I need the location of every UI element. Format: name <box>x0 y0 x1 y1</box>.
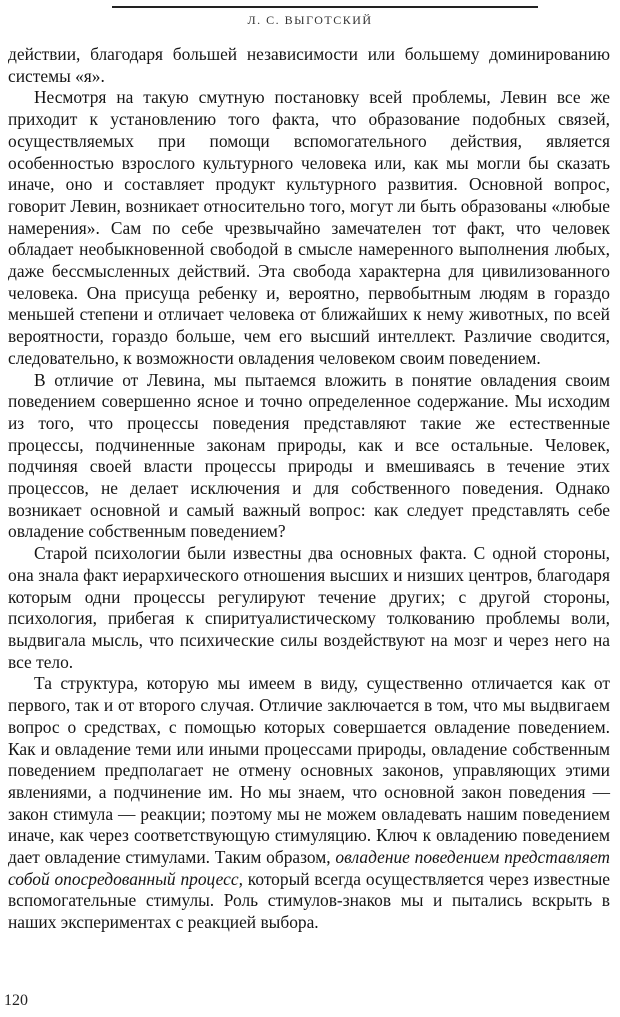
page-number: 120 <box>4 992 28 1009</box>
paragraph-5-text-after: который всегда осуществляется через известные вспомогательные стимулы. Роль стимулов-знаков мы и пытались вскрыть в наших экспериментах с реакцией выбора. <box>8 868 610 933</box>
paragraph-5 <box>8 673 610 933</box>
paragraph-5-emphasis: овладение поведением представляет собой опосредованный процесс, <box>8 847 610 889</box>
running-head: Л. С. ВЫГОТСКИЙ <box>247 13 373 27</box>
header-rule <box>112 6 538 8</box>
paragraph-5-text-before: Та структура, которую мы имеем в виду, существенно отличается как от первого, так и от второго случая. Отличие заключается в том, что мы выдвигаем вопрос о средствах, с помощью которых совершается овладение поведением. Как и овладение теми или иными процессами природы, овладение собственным поведением предполагает не отмену основных законов, управляющих этими явлениями, а подчинение им. Но мы знаем, что основной закон поведения — закон стимула — реакции; поэтому мы не можем овладевать нашим поведением иначе, как через соответствующую стимуляцию. Ключ к овладению поведением дает овладение стимулами. Таким образом, <box>8 673 610 868</box>
body-text <box>8 44 610 934</box>
paragraph-1: действии, благодаря большей независимости или большему доминированию системы «я». <box>8 44 610 86</box>
paragraph-4: Старой психологии были известны два основных факта. С одной стороны, она знала факт иерархического отношения высших и низших центров, благодаря которым одни процессы регулируют течение других; с другой стороны, психология, прибегая к спиритуалистическому толкованию проблемы воли, выдвигала мысль, что психические силы воздействуют на мозг и через него на все тело. <box>8 543 610 672</box>
paragraph-2: Несмотря на такую смутную постановку всей проблемы, Левин все же приходит к установлению того факта, что образование подобных связей, осуществляемых при помощи вспомогательного действия, является особенностью взрослого культурного человека или, как мы могли бы сказать иначе, оно и составляет продукт культурного развития. Основной вопрос, говорит Левин, возникает относительно того, могут ли быть образованы «любые намерения». Сам по себе чрезвычайно замечателен тот факт, что человек обладает необыкновенной свободой в смысле намеренного выполнения любых, даже бессмысленных действий. Эта свобода характерна для цивилизованного человека. Она присуща ребенку и, вероятно, первобытным людям в гораздо меньшей степени и отличает человека от ближайших к нему животных, по всей вероятности, гораздо больше, чем его высший интеллект. Различие сводится, следовательно, к возможности овладения человеком своим поведением. <box>8 87 610 368</box>
paragraph-3: В отличие от Левина, мы пытаемся вложить в понятие овладения своим поведением совершенно ясное и точно определенное содержание. Мы исходим из того, что процессы поведения представляют такие же естественные процессы, подчиненные законам природы, как и все остальные. Человек, подчиняя своей власти процессы природы и вмешиваясь в течение этих процессов, не делает исключения и для собственного поведения. Однако возникает основной и самый важный вопрос: как следует представлять себе овладение собственным поведением? <box>8 369 610 542</box>
